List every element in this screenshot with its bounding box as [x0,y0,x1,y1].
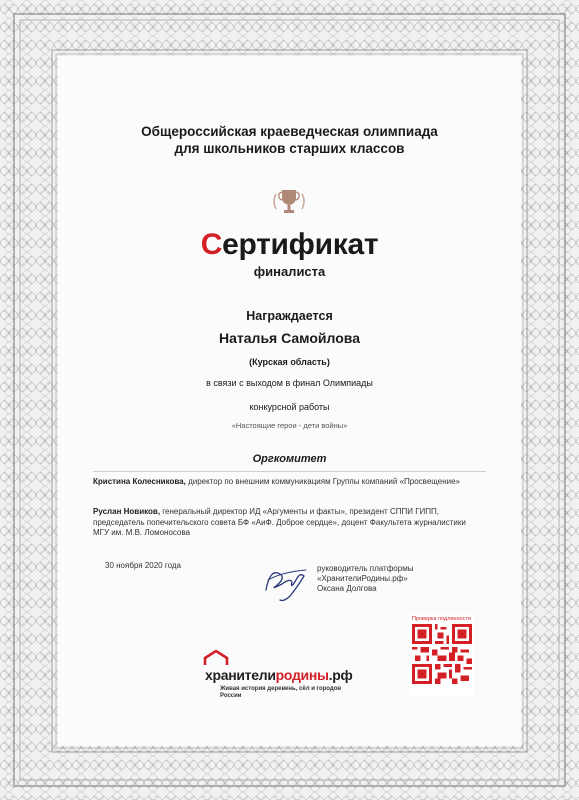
certificate-title-rest: ертификат [222,228,379,261]
recipient-name: Наталья Самойлова [219,330,360,346]
committee-heading: Оргкомитет [252,453,327,465]
logo-part3: .рф [328,667,353,683]
certificate-subtitle: финалиста [253,264,326,279]
olympiad-title-line2: для школьников старших классов [174,141,405,156]
certificate-title [0,228,579,262]
signer-platform: «ХранителиРодины.рф» [317,574,408,583]
recipient-region: (Курская область) [249,357,330,367]
verify-label: Проверка подлинности [411,616,472,622]
trophy-icon [271,187,307,219]
signer-role: руководитель платформы [317,564,414,573]
member-role: генеральный директор ИД «Аргументы и факты», президент СППИ ГИПП, председатель попечительского совета БФ «АиФ. Доброе сердце», доцент Факультета журналистики МГУ им. М.В. Ломоносова [93,507,466,537]
issue-date: 30 ноября 2020 года [105,561,181,570]
qr-code-icon[interactable] [412,624,472,684]
work-title: «Настоящие герои - дети войны» [231,421,348,430]
committee-member [93,507,483,539]
platform-logo [205,667,352,683]
olympiad-title [0,123,579,157]
logo-part1: хранители [205,667,276,683]
handwritten-signature [260,560,312,602]
work-label: конкурсной работы [249,402,330,412]
signer-name: Оксана Долгова [317,584,377,593]
member-role: директор по внешним коммуникациям Группы компаний «Просвещение» [188,477,461,486]
committee-member [93,477,483,488]
house-roof-icon [203,650,229,666]
certificate-title-initial: С [200,228,223,261]
signer-block [317,564,413,594]
logo-part2: родины [275,667,329,683]
committee-divider [93,471,486,472]
member-name: Кристина Колесникова, [93,477,186,486]
olympiad-title-line1: Общероссийская краеведческая олимпиада [141,124,438,139]
logo-tagline: Живая история деревень, сёл и городов России [220,686,342,699]
verify-block[interactable] [409,614,474,696]
member-name: Руслан Новиков, [93,507,161,516]
award-label: Награждается [246,309,333,323]
award-reason: в связи с выходом в финал Олимпиады [206,378,373,388]
